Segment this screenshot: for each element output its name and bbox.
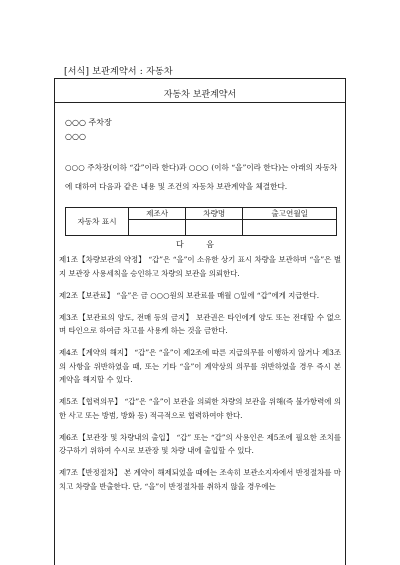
cell-release-date <box>243 220 337 236</box>
article-1 <box>59 253 341 280</box>
article-heading: 제5조【협력의무】 <box>59 397 122 406</box>
article-3 <box>59 311 341 338</box>
title-divider <box>55 102 345 103</box>
party-lessor: ○○○ 주차장 <box>65 118 112 127</box>
header-manufacturer: 제조사 <box>129 208 186 220</box>
parties-block <box>65 116 112 144</box>
party-lessee: ○○○ <box>65 132 86 141</box>
article-4 <box>59 346 341 387</box>
vehicle-table <box>65 207 337 236</box>
article-heading: 제4조【계약의 해지】 <box>59 348 132 357</box>
article-body: “갑”은 “을”이 보관을 의뢰한 차량의 보관을 위해(즉 불가항력에 의한 사고 또는 방범, 방화 등) 적극적으로 협력하여야 한다. <box>59 397 341 420</box>
document-title: 자동차 보관계약서 <box>163 90 237 100</box>
article-heading: 제1조【차량보관의 약정】 <box>59 255 146 264</box>
intro-paragraph: ○○○ 주차장(이하 “갑”이라 한다)과 ○○○ (이하 “을”이라 한다)는 아래의 자동차에 대하여 다음과 같은 내용 및 조건의 자동차 보관계약을 체결한다. <box>65 163 338 191</box>
article-body: “갑”은 “을”이 제2조에 따른 지급의무를 이행하지 않거나 제3조의 사항을 위반하였을 때, 또는 기타 “을”이 계약상의 의무를 위반하였을 경우 즉시 본 계약을 해지할 수 있다. <box>59 348 342 384</box>
article-7 <box>59 466 341 493</box>
header-release-date: 출고연월일 <box>243 208 337 220</box>
article-heading: 제3조【보관료의 양도, 전매 등의 금지】 <box>59 312 194 322</box>
article-body: 본 계약이 해제되었을 때에는 조속히 보관소지자에서 반정절차를 마치고 차량을 반출한다. 단, “을”이 반정절차를 취하지 않을 경우에는 <box>59 468 341 491</box>
article-6 <box>59 431 341 458</box>
cell-model <box>186 220 243 236</box>
cell-manufacturer <box>129 220 186 236</box>
article-heading: 제7조【반정절차】 <box>59 468 122 477</box>
article-body: “갑”은 “을”이 소유한 상기 표시 차량을 보관하며 “을”은 별지 보관장 사용세칙을 승인하고 차량의 보관을 의뢰한다. <box>59 255 341 278</box>
article-heading: 제6조【보관장 및 차량내의 출입】 <box>59 432 174 442</box>
vehicle-table-label: 자동차 표시 <box>66 208 129 236</box>
header-model: 차량명 <box>186 208 243 220</box>
article-heading: 제2조【보관료】 <box>59 290 115 300</box>
section-heading: 다 음 <box>176 240 224 249</box>
article-body: “을”은 금 ○○○원의 보관료를 매월 ○일에 “갑”에게 지급한다. <box>116 290 320 300</box>
article-5 <box>59 395 341 422</box>
article-2 <box>59 289 341 303</box>
form-caption: [서식] 보관계약서 : 자동차 <box>64 67 173 77</box>
articles-list <box>59 253 341 502</box>
article-body: “갑” 또는 “갑”의 사용인은 제5조에 필요한 조치를 강구하기 위하여 수시로 보관장 및 차량 내에 출입할 수 있다. <box>59 432 342 455</box>
article-body: 보관권은 타인에게 양도 또는 전대할 수 없으며 타인으로 하여금 차고를 사용케 하는 것을 금한다. <box>59 312 342 335</box>
contract-frame <box>54 78 346 565</box>
